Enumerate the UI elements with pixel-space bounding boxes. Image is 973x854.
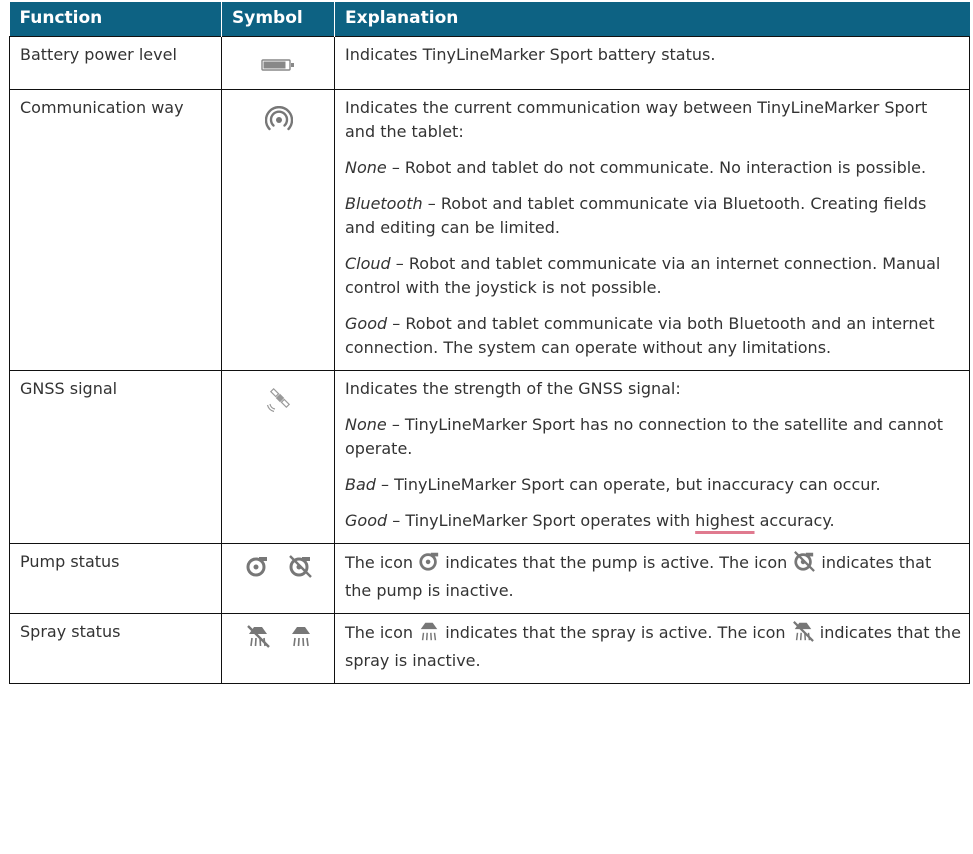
symbol-cell	[222, 613, 335, 683]
spray-active-icon	[418, 620, 440, 649]
text-part: indicates that the pump is active. The icon	[440, 552, 793, 572]
option-term: Bluetooth	[345, 193, 423, 213]
option-desc: – Robot and tablet do not communicate. No interaction is possible.	[386, 157, 927, 177]
function-symbol-table	[9, 2, 970, 684]
option-item	[345, 473, 961, 497]
symbol-cell	[222, 370, 335, 543]
option-term: None	[345, 414, 387, 434]
option-item	[345, 156, 961, 180]
explanation-text: Indicates TinyLineMarker Sport battery status.	[345, 44, 716, 64]
explanation-intro: Indicates the strength of the GNSS signal:	[345, 378, 681, 398]
explanation-text	[345, 620, 961, 673]
pump-active-icon	[245, 554, 269, 585]
option-term: Good	[345, 313, 388, 333]
spray-active-icon	[289, 624, 313, 655]
communication-icon	[265, 106, 293, 141]
function-cell: Battery power level	[10, 36, 222, 89]
table-row	[10, 36, 970, 89]
function-cell: GNSS signal	[10, 370, 222, 543]
table-row	[10, 543, 970, 613]
explanation-cell	[335, 370, 970, 543]
function-cell: Pump status	[10, 543, 222, 613]
option-desc: – TinyLineMarker Sport can operate, but inaccuracy can occur.	[375, 474, 881, 494]
text-part: indicates that the spray is active. The icon	[440, 622, 791, 642]
satellite-icon	[266, 387, 292, 420]
spray-inactive-icon	[245, 624, 271, 655]
option-term: Bad	[345, 474, 376, 494]
function-cell: Spray status	[10, 613, 222, 683]
header-explanation: Explanation	[335, 2, 970, 36]
option-item	[345, 509, 961, 533]
battery-icon	[261, 55, 297, 79]
pump-inactive-icon	[287, 554, 313, 585]
text-part: indicates that the spray is inactive.	[345, 622, 961, 670]
option-desc: – TinyLineMarker Sport has no connection to the satellite and cannot operate.	[345, 414, 944, 458]
table-row	[10, 613, 970, 683]
option-term: None	[345, 157, 387, 177]
explanation-cell	[335, 36, 970, 89]
option-item	[345, 252, 961, 300]
option-term: Cloud	[345, 253, 391, 273]
table-row	[10, 370, 970, 543]
option-item	[345, 413, 961, 461]
function-cell: Communication way	[10, 89, 222, 370]
explanation-cell	[335, 543, 970, 613]
option-desc: – TinyLineMarker Sport operates with	[387, 510, 696, 530]
spellcheck-marked-word: highest	[695, 510, 755, 530]
pump-inactive-icon	[792, 550, 816, 579]
spray-inactive-icon	[791, 620, 815, 649]
pump-active-icon	[418, 550, 440, 579]
symbol-cell	[222, 36, 335, 89]
explanation-cell	[335, 89, 970, 370]
option-term: Good	[345, 510, 388, 530]
explanation-intro: Indicates the current communication way between TinyLineMarker Sport and the tablet:	[345, 97, 928, 141]
option-desc: – Robot and tablet communicate via an internet connection. Manual control with the joystick is not possible.	[345, 253, 941, 297]
option-desc: – Robot and tablet communicate via Bluetooth. Creating fields and editing can be limited.	[345, 193, 927, 237]
symbol-cell	[222, 89, 335, 370]
text-part: indicates that the pump is inactive.	[345, 552, 932, 600]
explanation-cell	[335, 613, 970, 683]
text-part: The icon	[345, 622, 419, 642]
header-function: Function	[10, 2, 222, 36]
symbol-cell	[222, 543, 335, 613]
table-row	[10, 89, 970, 370]
option-desc: accuracy.	[754, 510, 835, 530]
option-item	[345, 312, 961, 360]
text-part: The icon	[345, 552, 419, 572]
option-desc: – Robot and tablet communicate via both Bluetooth and an internet connection. The system can operate without any limitations.	[345, 313, 935, 357]
header-symbol: Symbol	[222, 2, 335, 36]
explanation-text	[345, 550, 961, 603]
option-item	[345, 192, 961, 240]
header-row	[10, 2, 970, 36]
